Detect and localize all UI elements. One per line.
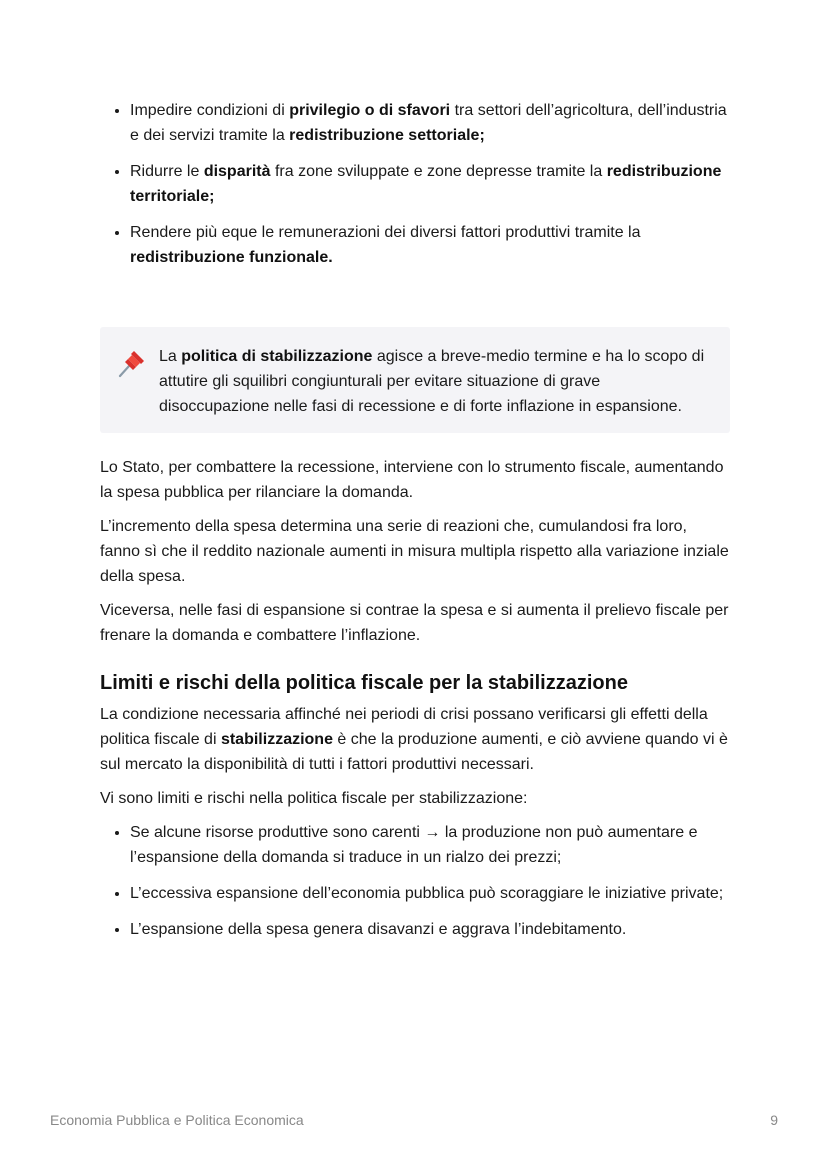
redistribution-list xyxy=(100,98,730,270)
footer-title: Economia Pubblica e Politica Economica xyxy=(50,1112,304,1128)
paragraph: Vi sono limiti e rischi nella politica fiscale per stabilizzazione: xyxy=(100,790,528,807)
list-item: • L’espansione della spesa genera disavanzi e aggrava l’indebitamento. xyxy=(130,917,730,942)
callout-box: La politica di stabilizzazione agisce a breve-medio termine e ha lo scopo di attutire gli squilibri congiunturali per evitare situazione di grave disoccupazione nelle fasi di recessione e di forte inflazione in espansione. xyxy=(100,327,730,433)
pushpin-icon xyxy=(116,347,148,379)
page-number: 9 xyxy=(770,1112,778,1128)
section-heading: Limiti e rischi della politica fiscale per la stabilizzazione xyxy=(100,672,628,694)
list-item: • Impedire condizioni di privilegio o di sfavori tra settori dell’agricoltura, dell’industria e dei servizi tramite la redistribuzione settoriale; xyxy=(130,98,730,148)
list-item: • Ridurre le disparità fra zone sviluppate e zone depresse tramite la redistribuzione territoriale; xyxy=(130,159,730,209)
list-item: • L’eccessiva espansione dell’economia pubblica può scoraggiare le iniziative private; xyxy=(130,881,730,906)
paragraph: La condizione necessaria affinché nei periodi di crisi possano verificarsi gli effetti della politica fiscale di stabilizzazione è che la produzione aumenti, e ciò avviene quando vi è sul mercato la disponibilità di tutti i fattori produttivi necessari. xyxy=(100,706,728,773)
list-item: • Se alcune risorse produttive sono carenti → la produzione non può aumentare e l’espansione della domanda si traduce in un rialzo dei prezzi; xyxy=(130,820,730,870)
paragraph: Lo Stato, per combattere la recessione, interviene con lo strumento fiscale, aumentando la spesa pubblica per rilanciare la domanda. xyxy=(100,459,724,501)
page-content xyxy=(100,98,730,953)
list-item: • Rendere più eque le remunerazioni dei diversi fattori produttivi tramite la redistribuzione funzionale. xyxy=(130,220,730,270)
limits-list xyxy=(100,820,730,942)
paragraph: Viceversa, nelle fasi di espansione si contrae la spesa e si aumenta il prelievo fiscale per frenare la domanda e combattere l’inflazione. xyxy=(100,602,729,644)
paragraph: L’incremento della spesa determina una serie di reazioni che, cumulandosi fra loro, fanno sì che il reddito nazionale aumenti in misura multipla rispetto alla variazione inziale della spesa. xyxy=(100,518,729,585)
page-footer xyxy=(50,1108,778,1133)
